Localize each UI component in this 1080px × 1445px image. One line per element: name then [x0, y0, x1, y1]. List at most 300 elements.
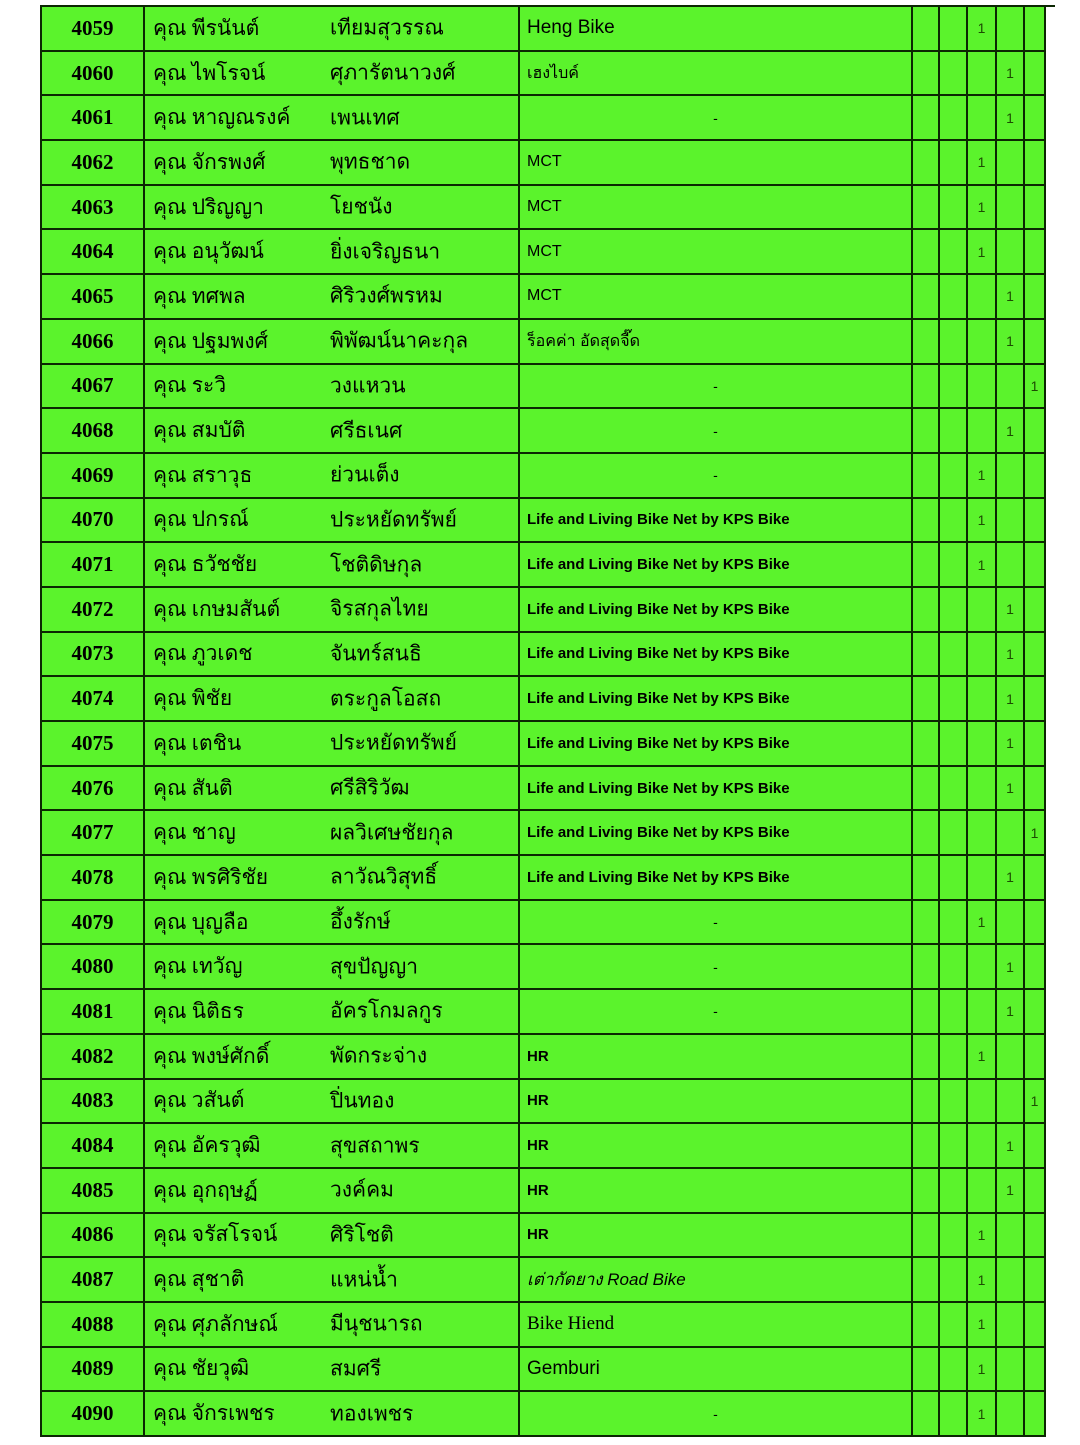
team-name-cell[interactable]: MCT: [520, 275, 913, 320]
member-first-name: คุณ ปริญญา: [153, 194, 264, 219]
member-first-name: คุณ อัครวุฒิ: [153, 1133, 261, 1158]
table-row: [42, 1080, 1055, 1125]
mark-cell-1[interactable]: [913, 1124, 940, 1169]
team-name-cell[interactable]: -: [520, 454, 913, 499]
mark-cell-3[interactable]: 1: [968, 7, 997, 52]
mark-cell-3[interactable]: 1: [968, 1348, 997, 1393]
team-name-cell[interactable]: Life and Living Bike Net by KPS Bike: [520, 722, 913, 767]
mark-cell-1[interactable]: [913, 1392, 940, 1437]
member-name-cell[interactable]: [145, 365, 520, 410]
member-first-name: คุณ สุชาติ: [153, 1267, 245, 1292]
mark-cell-3[interactable]: [968, 767, 997, 812]
member-name-cell[interactable]: [145, 454, 520, 499]
mark-cell-3[interactable]: [968, 52, 997, 97]
team-name-cell[interactable]: HR: [520, 1169, 913, 1214]
mark-cell-1[interactable]: [913, 722, 940, 767]
team-name-cell[interactable]: เต่ากัดยาง Road Bike: [520, 1258, 913, 1303]
mark-cell-3[interactable]: [968, 320, 997, 365]
mark-cell-5[interactable]: [1025, 722, 1046, 767]
mark-cell-4[interactable]: 1: [997, 52, 1025, 97]
member-first-name: คุณ ปกรณ์: [153, 507, 249, 532]
mark-cell-1[interactable]: [913, 1169, 940, 1214]
member-name-cell[interactable]: [145, 141, 520, 186]
mark-cell-1[interactable]: [913, 230, 940, 275]
mark-cell-5[interactable]: [1025, 1124, 1046, 1169]
member-first-name: คุณ พงษ์ศักดิ์: [153, 1043, 270, 1068]
mark-cell-5[interactable]: [1025, 945, 1046, 990]
mark-cell-2[interactable]: [940, 722, 968, 767]
mark-cell-4[interactable]: [997, 365, 1025, 410]
mark-cell-5[interactable]: [1025, 1169, 1046, 1214]
member-name-cell[interactable]: [145, 7, 520, 52]
mark-cell-3[interactable]: 1: [968, 186, 997, 231]
team-name-cell[interactable]: Life and Living Bike Net by KPS Bike: [520, 543, 913, 588]
member-first-name: คุณ ทศพล: [153, 283, 246, 308]
mark-cell-5[interactable]: [1025, 1303, 1046, 1348]
member-name-cell[interactable]: [145, 1214, 520, 1259]
mark-cell-5[interactable]: [1025, 633, 1046, 678]
mark-cell-2[interactable]: [940, 1258, 968, 1303]
mark-cell-4[interactable]: 1: [997, 1169, 1025, 1214]
mark-cell-2[interactable]: [940, 1303, 968, 1348]
mark-cell-2[interactable]: [940, 543, 968, 588]
mark-cell-5[interactable]: [1025, 52, 1046, 97]
mark-cell-1[interactable]: [913, 588, 940, 633]
member-name-cell[interactable]: [145, 230, 520, 275]
member-name-cell[interactable]: [145, 767, 520, 812]
team-name-cell[interactable]: HR: [520, 1080, 913, 1125]
mark-cell-2[interactable]: [940, 1169, 968, 1214]
member-id-cell[interactable]: 4070: [42, 499, 145, 544]
mark-cell-3[interactable]: 1: [968, 454, 997, 499]
mark-cell-5[interactable]: [1025, 901, 1046, 946]
member-name-cell[interactable]: [145, 543, 520, 588]
mark-cell-1[interactable]: [913, 856, 940, 901]
team-name-cell[interactable]: Life and Living Bike Net by KPS Bike: [520, 588, 913, 633]
member-name-cell[interactable]: [145, 722, 520, 767]
table-row: [42, 186, 1055, 231]
mark-cell-3[interactable]: 1: [968, 230, 997, 275]
mark-cell-4[interactable]: [997, 230, 1025, 275]
table-row: [42, 1392, 1055, 1437]
mark-cell-5[interactable]: 1: [1025, 811, 1046, 856]
team-name-cell[interactable]: MCT: [520, 186, 913, 231]
team-name-cell[interactable]: Bike Hiend: [520, 1303, 913, 1348]
mark-cell-1[interactable]: [913, 1080, 940, 1125]
mark-cell-5[interactable]: [1025, 1348, 1046, 1393]
member-id-cell[interactable]: 4068: [42, 409, 145, 454]
mark-cell-2[interactable]: [940, 365, 968, 410]
table-row: [42, 1169, 1055, 1214]
member-name-cell[interactable]: [145, 1348, 520, 1393]
mark-cell-2[interactable]: [940, 945, 968, 990]
mark-cell-1[interactable]: [913, 633, 940, 678]
mark-cell-2[interactable]: [940, 901, 968, 946]
team-name-cell[interactable]: -: [520, 901, 913, 946]
mark-cell-4[interactable]: [997, 1303, 1025, 1348]
mark-cell-5[interactable]: [1025, 588, 1046, 633]
member-name-cell[interactable]: [145, 275, 520, 320]
mark-cell-2[interactable]: [940, 1392, 968, 1437]
member-name-cell[interactable]: [145, 1035, 520, 1080]
member-id-cell[interactable]: 4069: [42, 454, 145, 499]
member-name-cell[interactable]: [145, 901, 520, 946]
member-name-cell[interactable]: [145, 811, 520, 856]
mark-cell-4[interactable]: [997, 901, 1025, 946]
member-id-cell[interactable]: 4076: [42, 767, 145, 812]
mark-cell-2[interactable]: [940, 767, 968, 812]
mark-cell-3[interactable]: [968, 96, 997, 141]
table-row: [42, 677, 1055, 722]
mark-cell-2[interactable]: [940, 186, 968, 231]
mark-cell-3[interactable]: 1: [968, 1303, 997, 1348]
member-first-name: คุณ วสันต์: [153, 1088, 245, 1113]
member-id-cell[interactable]: 4061: [42, 96, 145, 141]
member-name-cell[interactable]: [145, 1303, 520, 1348]
team-name-cell[interactable]: Life and Living Bike Net by KPS Bike: [520, 677, 913, 722]
member-id-cell[interactable]: 4062: [42, 141, 145, 186]
mark-cell-4[interactable]: [997, 1392, 1025, 1437]
team-name-cell[interactable]: Life and Living Bike Net by KPS Bike: [520, 856, 913, 901]
member-last-name: เทียมสุวรรณ: [330, 15, 444, 40]
mark-cell-4[interactable]: [997, 1214, 1025, 1259]
table-row: [42, 901, 1055, 946]
mark-cell-3[interactable]: [968, 811, 997, 856]
mark-cell-3[interactable]: [968, 409, 997, 454]
mark-cell-4[interactable]: [997, 499, 1025, 544]
mark-cell-4[interactable]: [997, 1348, 1025, 1393]
member-name-cell[interactable]: [145, 52, 520, 97]
mark-cell-1[interactable]: [913, 141, 940, 186]
mark-cell-4[interactable]: 1: [997, 320, 1025, 365]
mark-cell-1[interactable]: [913, 275, 940, 320]
table-row: [42, 945, 1055, 990]
mark-cell-2[interactable]: [940, 275, 968, 320]
mark-cell-2[interactable]: [940, 1214, 968, 1259]
mark-cell-3[interactable]: [968, 677, 997, 722]
mark-cell-1[interactable]: [913, 454, 940, 499]
mark-cell-2[interactable]: [940, 588, 968, 633]
member-first-name: คุณ ปฐมพงศ์: [153, 328, 268, 353]
mark-cell-4[interactable]: [997, 141, 1025, 186]
mark-cell-1[interactable]: [913, 320, 940, 365]
member-name-cell[interactable]: [145, 1080, 520, 1125]
team-name-cell[interactable]: HR: [520, 1124, 913, 1169]
member-last-name: โยชนัง: [330, 194, 393, 219]
mark-cell-1[interactable]: [913, 1258, 940, 1303]
mark-cell-5[interactable]: [1025, 409, 1046, 454]
member-id-cell[interactable]: 4081: [42, 990, 145, 1035]
mark-cell-1[interactable]: [913, 1303, 940, 1348]
mark-cell-5[interactable]: [1025, 186, 1046, 231]
member-name-cell[interactable]: [145, 320, 520, 365]
mark-cell-2[interactable]: [940, 320, 968, 365]
member-id-cell[interactable]: 4059: [42, 7, 145, 52]
mark-cell-2[interactable]: [940, 230, 968, 275]
member-name-cell[interactable]: [145, 856, 520, 901]
mark-cell-5[interactable]: [1025, 275, 1046, 320]
team-name-cell[interactable]: MCT: [520, 141, 913, 186]
mark-cell-4[interactable]: [997, 811, 1025, 856]
mark-cell-3[interactable]: [968, 1169, 997, 1214]
mark-cell-4[interactable]: [997, 186, 1025, 231]
mark-cell-2[interactable]: [940, 1080, 968, 1125]
mark-cell-2[interactable]: [940, 409, 968, 454]
mark-cell-3[interactable]: [968, 1124, 997, 1169]
team-name-cell[interactable]: -: [520, 1392, 913, 1437]
member-first-name: คุณ อุกฤษฏ์: [153, 1177, 258, 1202]
mark-cell-1[interactable]: [913, 96, 940, 141]
mark-cell-2[interactable]: [940, 1348, 968, 1393]
mark-cell-1[interactable]: [913, 499, 940, 544]
mark-cell-1[interactable]: [913, 901, 940, 946]
mark-cell-1[interactable]: [913, 945, 940, 990]
member-name-cell[interactable]: [145, 409, 520, 454]
mark-cell-2[interactable]: [940, 52, 968, 97]
member-id-cell[interactable]: 4082: [42, 1035, 145, 1080]
mark-cell-2[interactable]: [940, 1124, 968, 1169]
member-last-name: สมศรี: [330, 1356, 382, 1381]
member-id-cell[interactable]: 4087: [42, 1258, 145, 1303]
mark-cell-1[interactable]: [913, 1348, 940, 1393]
mark-cell-2[interactable]: [940, 499, 968, 544]
member-name-cell[interactable]: [145, 499, 520, 544]
mark-cell-4[interactable]: 1: [997, 96, 1025, 141]
mark-cell-4[interactable]: 1: [997, 990, 1025, 1035]
table-row: [42, 633, 1055, 678]
mark-cell-1[interactable]: [913, 677, 940, 722]
mark-cell-1[interactable]: [913, 1214, 940, 1259]
member-id-cell[interactable]: 4071: [42, 543, 145, 588]
mark-cell-5[interactable]: [1025, 543, 1046, 588]
mark-cell-5[interactable]: [1025, 141, 1046, 186]
mark-cell-4[interactable]: [997, 543, 1025, 588]
mark-cell-5[interactable]: [1025, 499, 1046, 544]
team-name-cell[interactable]: เฮงไบค์: [520, 52, 913, 97]
mark-cell-1[interactable]: [913, 52, 940, 97]
member-first-name: คุณ บุญลือ: [153, 909, 249, 934]
mark-cell-2[interactable]: [940, 454, 968, 499]
team-name-cell[interactable]: -: [520, 990, 913, 1035]
mark-cell-3[interactable]: [968, 856, 997, 901]
member-id-cell[interactable]: 4067: [42, 365, 145, 410]
member-name-cell[interactable]: [145, 990, 520, 1035]
member-last-name: พิพัฒน์นาคะกุล: [330, 328, 469, 353]
mark-cell-3[interactable]: [968, 633, 997, 678]
mark-cell-2[interactable]: [940, 7, 968, 52]
mark-cell-3[interactable]: 1: [968, 543, 997, 588]
mark-cell-2[interactable]: [940, 96, 968, 141]
member-name-cell[interactable]: [145, 945, 520, 990]
team-name-cell[interactable]: Life and Living Bike Net by KPS Bike: [520, 499, 913, 544]
mark-cell-2[interactable]: [940, 856, 968, 901]
mark-cell-2[interactable]: [940, 990, 968, 1035]
team-name-cell[interactable]: HR: [520, 1214, 913, 1259]
mark-cell-3[interactable]: 1: [968, 1214, 997, 1259]
member-last-name: อัครโกมลกูร: [330, 998, 443, 1023]
mark-cell-3[interactable]: [968, 990, 997, 1035]
table-row: [42, 990, 1055, 1035]
mark-cell-4[interactable]: 1: [997, 856, 1025, 901]
table-row: [42, 454, 1055, 499]
mark-cell-1[interactable]: [913, 767, 940, 812]
mark-cell-3[interactable]: [968, 588, 997, 633]
member-id-cell[interactable]: 4075: [42, 722, 145, 767]
member-id-cell[interactable]: 4086: [42, 1214, 145, 1259]
member-id-cell[interactable]: 4063: [42, 186, 145, 231]
team-name-cell[interactable]: MCT: [520, 230, 913, 275]
table-row: [42, 811, 1055, 856]
mark-cell-4[interactable]: 1: [997, 409, 1025, 454]
mark-cell-5[interactable]: [1025, 454, 1046, 499]
member-id-cell[interactable]: 4060: [42, 52, 145, 97]
member-first-name: คุณ เกษมสันต์: [153, 596, 281, 621]
member-name-cell[interactable]: [145, 96, 520, 141]
member-last-name: ยิ่งเจริญธนา: [330, 239, 441, 264]
member-last-name: ปิ่นทอง: [330, 1088, 395, 1113]
member-id-cell[interactable]: 4085: [42, 1169, 145, 1214]
mark-cell-2[interactable]: [940, 1035, 968, 1080]
mark-cell-5[interactable]: [1025, 1258, 1046, 1303]
mark-cell-3[interactable]: 1: [968, 141, 997, 186]
team-name-cell[interactable]: Life and Living Bike Net by KPS Bike: [520, 767, 913, 812]
mark-cell-1[interactable]: [913, 186, 940, 231]
member-last-name: ทองเพชร: [330, 1401, 414, 1426]
mark-cell-4[interactable]: [997, 1080, 1025, 1125]
member-id-cell[interactable]: 4089: [42, 1348, 145, 1393]
mark-cell-5[interactable]: [1025, 1035, 1046, 1080]
mark-cell-3[interactable]: [968, 945, 997, 990]
member-last-name: มีนุชนารถ: [330, 1311, 423, 1336]
member-id-cell[interactable]: 4073: [42, 633, 145, 678]
team-name-cell[interactable]: -: [520, 96, 913, 141]
mark-cell-5[interactable]: [1025, 856, 1046, 901]
mark-cell-4[interactable]: [997, 1035, 1025, 1080]
mark-cell-3[interactable]: [968, 1080, 997, 1125]
mark-cell-4[interactable]: 1: [997, 633, 1025, 678]
member-id-cell[interactable]: 4080: [42, 945, 145, 990]
mark-cell-3[interactable]: [968, 275, 997, 320]
member-name-cell[interactable]: [145, 1169, 520, 1214]
member-first-name: คุณ จรัสโรจน์: [153, 1222, 278, 1247]
member-id-cell[interactable]: 4072: [42, 588, 145, 633]
member-id-cell[interactable]: 4083: [42, 1080, 145, 1125]
mark-cell-5[interactable]: [1025, 767, 1046, 812]
mark-cell-1[interactable]: [913, 990, 940, 1035]
team-name-cell[interactable]: Heng Bike: [520, 7, 913, 52]
member-id-cell[interactable]: 4079: [42, 901, 145, 946]
team-name-cell[interactable]: ร็อคค่า อัดสุดจี๊ด: [520, 320, 913, 365]
mark-cell-1[interactable]: [913, 543, 940, 588]
mark-cell-4[interactable]: [997, 7, 1025, 52]
mark-cell-4[interactable]: 1: [997, 1124, 1025, 1169]
mark-cell-4[interactable]: 1: [997, 767, 1025, 812]
member-name-cell[interactable]: [145, 1124, 520, 1169]
mark-cell-2[interactable]: [940, 811, 968, 856]
member-first-name: คุณ พรศิริชัย: [153, 864, 269, 889]
team-name-cell[interactable]: -: [520, 409, 913, 454]
member-first-name: คุณ สมบัติ: [153, 418, 246, 443]
member-id-cell[interactable]: 4078: [42, 856, 145, 901]
mark-cell-1[interactable]: [913, 7, 940, 52]
mark-cell-1[interactable]: [913, 1035, 940, 1080]
mark-cell-5[interactable]: 1: [1025, 1080, 1046, 1125]
mark-cell-4[interactable]: 1: [997, 275, 1025, 320]
mark-cell-4[interactable]: 1: [997, 588, 1025, 633]
team-name-cell[interactable]: -: [520, 365, 913, 410]
mark-cell-3[interactable]: 1: [968, 1258, 997, 1303]
team-name-cell[interactable]: Life and Living Bike Net by KPS Bike: [520, 633, 913, 678]
member-name-cell[interactable]: [145, 677, 520, 722]
mark-cell-5[interactable]: [1025, 320, 1046, 365]
table-row: [42, 275, 1055, 320]
mark-cell-5[interactable]: [1025, 1392, 1046, 1437]
member-id-cell[interactable]: 4077: [42, 811, 145, 856]
member-last-name: ลาวัณวิสุทธิ์: [330, 864, 438, 889]
mark-cell-5[interactable]: [1025, 990, 1046, 1035]
mark-cell-3[interactable]: 1: [968, 901, 997, 946]
mark-cell-1[interactable]: [913, 365, 940, 410]
member-id-cell[interactable]: 4088: [42, 1303, 145, 1348]
mark-cell-1[interactable]: [913, 409, 940, 454]
mark-cell-5[interactable]: [1025, 1214, 1046, 1259]
member-last-name: สุขปัญญา: [330, 954, 419, 979]
mark-cell-5[interactable]: [1025, 677, 1046, 722]
mark-cell-4[interactable]: 1: [997, 722, 1025, 767]
table-row: [42, 320, 1055, 365]
mark-cell-3[interactable]: [968, 722, 997, 767]
mark-cell-5[interactable]: [1025, 96, 1046, 141]
team-name-cell[interactable]: HR: [520, 1035, 913, 1080]
member-first-name: คุณ ชาญ: [153, 820, 236, 845]
member-name-cell[interactable]: [145, 588, 520, 633]
mark-cell-4[interactable]: 1: [997, 945, 1025, 990]
team-name-cell[interactable]: -: [520, 945, 913, 990]
team-name-cell[interactable]: Life and Living Bike Net by KPS Bike: [520, 811, 913, 856]
team-name-cell[interactable]: Gemburi: [520, 1348, 913, 1393]
mark-cell-1[interactable]: [913, 811, 940, 856]
member-last-name: ประหยัดทรัพย์: [330, 730, 457, 755]
mark-cell-5[interactable]: [1025, 7, 1046, 52]
member-name-cell[interactable]: [145, 633, 520, 678]
member-id-cell[interactable]: 4084: [42, 1124, 145, 1169]
member-id-cell[interactable]: 4090: [42, 1392, 145, 1437]
mark-cell-4[interactable]: [997, 454, 1025, 499]
member-id-cell[interactable]: 4064: [42, 230, 145, 275]
mark-cell-3[interactable]: 1: [968, 499, 997, 544]
member-name-cell[interactable]: [145, 186, 520, 231]
member-name-cell[interactable]: [145, 1392, 520, 1437]
mark-cell-2[interactable]: [940, 633, 968, 678]
mark-cell-4[interactable]: [997, 1258, 1025, 1303]
member-id-cell[interactable]: 4065: [42, 275, 145, 320]
member-first-name: คุณ อนุวัฒน์: [153, 239, 264, 264]
mark-cell-5[interactable]: [1025, 230, 1046, 275]
mark-cell-3[interactable]: 1: [968, 1392, 997, 1437]
table-row: [42, 722, 1055, 767]
mark-cell-3[interactable]: [968, 365, 997, 410]
member-last-name: ย่วนเต็ง: [330, 462, 400, 487]
mark-cell-5[interactable]: 1: [1025, 365, 1046, 410]
member-id-cell[interactable]: 4074: [42, 677, 145, 722]
mark-cell-2[interactable]: [940, 141, 968, 186]
mark-cell-4[interactable]: 1: [997, 677, 1025, 722]
mark-cell-2[interactable]: [940, 677, 968, 722]
member-name-cell[interactable]: [145, 1258, 520, 1303]
mark-cell-3[interactable]: 1: [968, 1035, 997, 1080]
member-last-name: ศรีธเนศ: [330, 418, 403, 443]
member-id-cell[interactable]: 4066: [42, 320, 145, 365]
